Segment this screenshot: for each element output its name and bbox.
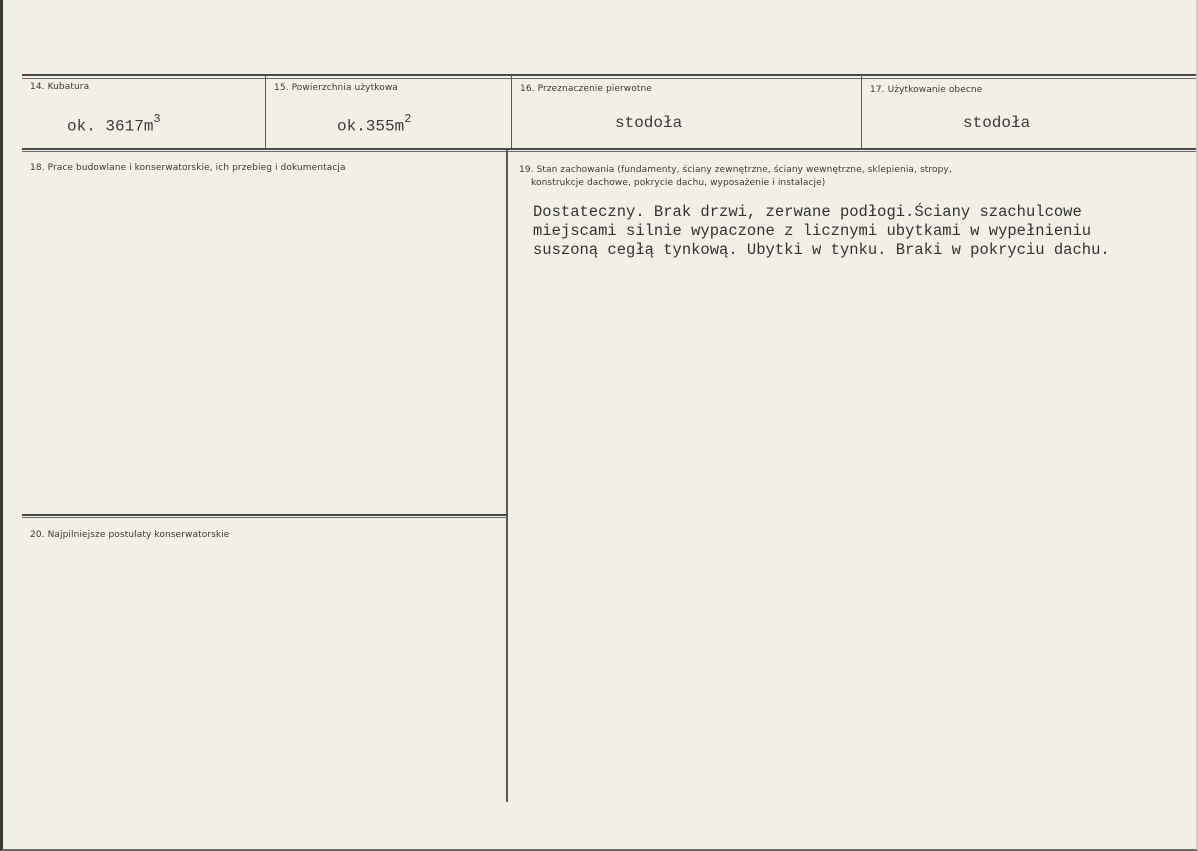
header-bottom-rule bbox=[22, 148, 1196, 150]
powierzchnia-label: 15. Powierzchnia użytkowa bbox=[274, 83, 398, 93]
divider-14-15 bbox=[265, 76, 266, 149]
top-rule-inner bbox=[22, 78, 1196, 79]
main-vertical-divider bbox=[506, 150, 508, 802]
uzytkowanie-value: stodoła bbox=[963, 114, 1031, 132]
stan-text-line: Dostateczny. Brak drzwi, zerwane podłogi.Ściany szachulcowe bbox=[533, 203, 1082, 221]
left-section-rule bbox=[22, 514, 507, 516]
divider-16-17 bbox=[861, 76, 862, 149]
prace-label: 18. Prace budowlane i konserwatorskie, ich przebieg i dokumentacja bbox=[30, 163, 346, 173]
top-rule bbox=[22, 74, 1196, 76]
powierzchnia-number: ok.355m bbox=[337, 117, 405, 136]
divider-15-16 bbox=[511, 76, 512, 149]
stan-text-line: miejscami silnie wypaczone z licznymi ubytkami w wypełnieniu bbox=[533, 222, 1092, 240]
left-section-rule-inner bbox=[22, 517, 507, 518]
stan-text bbox=[533, 203, 1183, 260]
kubatura-value bbox=[67, 114, 161, 135]
header-bottom-rule-inner bbox=[22, 151, 1196, 152]
stan-text-line: suszoną cegłą tynkową. Ubytki w tynku. Braki w pokryciu dachu. bbox=[533, 241, 1110, 259]
kubatura-exponent: 3 bbox=[153, 112, 161, 126]
stan-label-line1: 19. Stan zachowania (fundamenty, ściany zewnętrzne, ściany wewnętrzne, sklepienia, stropy, bbox=[519, 165, 952, 175]
kubatura-label: 14. Kubatura bbox=[30, 82, 90, 92]
uzytkowanie-label: 17. Użytkowanie obecne bbox=[870, 85, 983, 95]
powierzchnia-exponent: 2 bbox=[404, 112, 412, 126]
kubatura-number: ok. 3617m bbox=[67, 117, 154, 136]
powierzchnia-value bbox=[337, 114, 411, 135]
postulaty-label: 20. Najpilniejsze postulaty konserwatorskie bbox=[30, 530, 230, 540]
przeznaczenie-value: stodoła bbox=[615, 114, 683, 132]
przeznaczenie-label: 16. Przeznaczenie pierwotne bbox=[520, 84, 652, 94]
stan-label-line2: konstrukcje dachowe, pokrycie dachu, wyposażenie i instalacje) bbox=[531, 178, 826, 188]
